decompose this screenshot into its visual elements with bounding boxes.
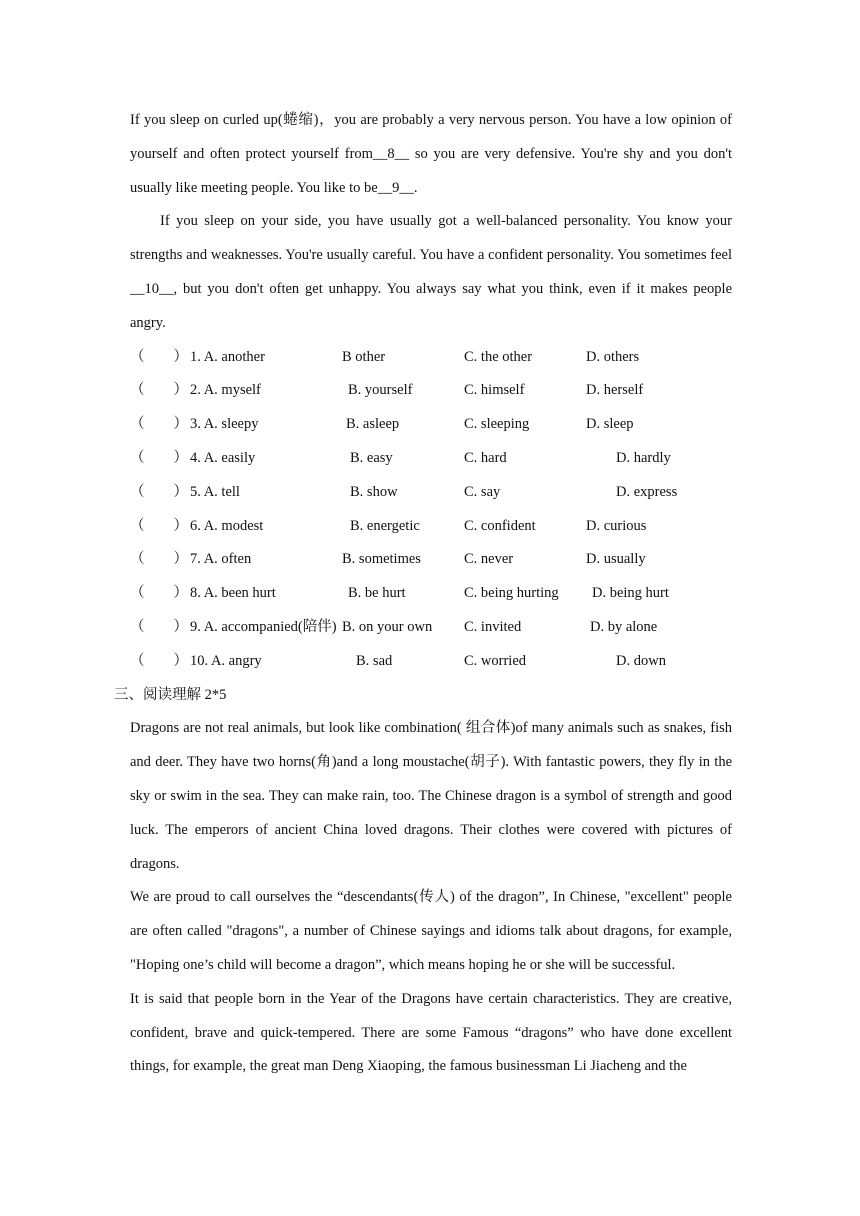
answer-blank[interactable]: （ ）	[130, 618, 188, 635]
answer-blank[interactable]: （ ）	[130, 382, 188, 399]
option-a: 9. A. accompanied(陪伴)	[190, 618, 337, 635]
reading-paragraph-2: We are proud to call ourselves the “descendants(传人) of the dragon”, In Chinese, "excellent" people are often called "dragons", a number of Chinese sayings and idioms talk about dragons, for example, "Hoping one’s child will become a dragon”, which means hoping he or she will be successful.	[130, 889, 732, 973]
option-b: B. sometimes	[342, 551, 421, 568]
option-c: C. himself	[464, 382, 525, 399]
question-row	[130, 408, 732, 442]
reading-paragraph-3: It is said that people born in the Year of the Dragons have certain characteristics. They are creative, confident, brave and quick-tempered. There are some Famous “dragons” who have done excellent things, for example, the great man Deng Xiaoping, the famous businessman Li Jiacheng and the	[130, 990, 732, 1075]
option-a: 1. A. another	[190, 348, 265, 365]
answer-blank[interactable]: （ ）	[130, 449, 188, 466]
option-d: D. being hurt	[592, 585, 669, 602]
answer-blank[interactable]: （ ）	[130, 652, 188, 669]
question-options-table	[130, 341, 732, 679]
section-title: 三、阅读理解 2*5	[114, 686, 227, 703]
option-b: B. show	[350, 483, 398, 500]
option-c: C. worried	[464, 652, 527, 669]
option-d: D. hardly	[616, 449, 671, 466]
question-row	[130, 442, 732, 476]
option-c: C. say	[464, 483, 501, 500]
answer-blank[interactable]: （ ）	[130, 585, 188, 602]
option-c: C. the other	[464, 348, 533, 365]
option-b: B. asleep	[346, 416, 400, 433]
option-d: D. sleep	[586, 416, 634, 433]
option-a: 7. A. often	[190, 551, 252, 568]
option-b: B. be hurt	[348, 585, 406, 602]
option-b: B. on your own	[342, 618, 433, 635]
document-page	[114, 104, 732, 1084]
option-d: D. express	[616, 483, 678, 500]
option-b: B other	[342, 348, 386, 365]
option-b: B. sad	[356, 652, 393, 669]
option-b: B. energetic	[350, 517, 420, 534]
answer-blank[interactable]: （ ）	[130, 517, 188, 534]
option-b: B. yourself	[348, 382, 413, 399]
question-row	[130, 645, 732, 679]
option-d: D. others	[586, 348, 640, 365]
question-row	[130, 510, 732, 544]
option-c: C. invited	[464, 618, 522, 635]
answer-blank[interactable]: （ ）	[130, 416, 188, 433]
reading-paragraph-1: Dragons are not real animals, but look like combination( 组合体)of many animals such as snakes, fish and deer. They have two horns(角)and a long moustache(胡子). With fantastic powers, they fly in the sky or swim in the sea. They can make rain, too. The Chinese dragon is a symbol of strength and good luck. The emperors of ancient China loved dragons. Their clothes were covered with pictures of dragons.	[130, 720, 732, 872]
option-a: 3. A. sleepy	[190, 416, 259, 433]
question-row	[130, 577, 732, 611]
option-a: 4. A. easily	[190, 449, 256, 466]
answer-blank[interactable]: （ ）	[130, 551, 188, 568]
option-d: D. curious	[586, 517, 647, 534]
option-c: C. confident	[464, 517, 536, 534]
option-c: C. hard	[464, 449, 507, 466]
option-c: C. being hurting	[464, 585, 559, 602]
option-d: D. down	[616, 652, 666, 669]
question-row	[130, 374, 732, 408]
question-row	[130, 341, 732, 375]
option-a: 2. A. myself	[190, 382, 261, 399]
question-row	[130, 543, 732, 577]
option-c: C. never	[464, 551, 514, 568]
option-a: 5. A. tell	[190, 483, 240, 500]
question-row	[130, 611, 732, 645]
option-c: C. sleeping	[464, 416, 530, 433]
option-d: D. herself	[586, 382, 644, 399]
passage-paragraph-side: If you sleep on your side, you have usually got a well-balanced personality. You know your strengths and weaknesses. You're usually careful. You have a confident personality. You sometimes feel __10__, but you don't often get unhappy. You always say what you think, even if it makes people angry.	[130, 213, 732, 331]
answer-blank[interactable]: （ ）	[130, 483, 188, 500]
passage-paragraph-curled: If you sleep on curled up(蜷缩)，you are probably a very nervous person. You have a low opinion of yourself and often protect yourself from__8__ so you are very defensive. You're shy and you don't usually like meeting people. You like to be__9__.	[130, 112, 732, 196]
option-a: 10. A. angry	[190, 652, 262, 669]
answer-blank[interactable]: （ ）	[130, 348, 188, 365]
option-b: B. easy	[350, 449, 393, 466]
option-d: D. usually	[586, 551, 646, 568]
question-row	[130, 476, 732, 510]
option-a: 6. A. modest	[190, 517, 264, 534]
option-a: 8. A. been hurt	[190, 585, 276, 602]
option-d: D. by alone	[590, 618, 658, 635]
